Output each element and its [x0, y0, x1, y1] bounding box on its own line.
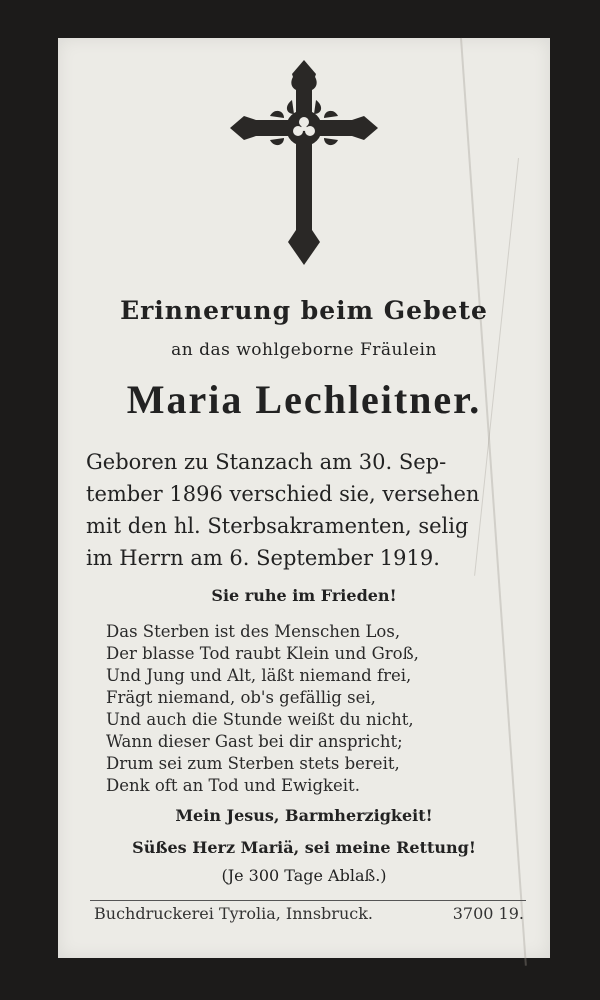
- poem-line: Frägt niemand, ob's gefällig sei,: [106, 688, 376, 707]
- poem-line: Das Sterben ist des Menschen Los,: [106, 622, 401, 641]
- bio-line: tember 1896 verschied sie, versehen: [86, 482, 480, 506]
- poem-line: Und Jung und Alt, läßt niemand frei,: [106, 666, 412, 685]
- print-number: 3700 19.: [452, 904, 524, 923]
- poem-line: Denk oft an Tod und Ewigkeit.: [106, 776, 360, 795]
- bio-line: im Herrn am 6. September 1919.: [86, 546, 440, 570]
- card-subheading: an das wohlgeborne Fräulein: [171, 340, 437, 360]
- poem-line: Und auch die Stunde weißt du nicht,: [106, 710, 414, 729]
- card-heading: Erinnerung beim Gebete: [120, 296, 488, 325]
- bio-line: Geboren zu Stanzach am 30. Sep-: [86, 450, 447, 474]
- bio-line: mit den hl. Sterbsakramenten, selig: [86, 514, 469, 538]
- prayer-mary: Süßes Herz Mariä, sei meine Rettung!: [132, 838, 476, 857]
- poem-line: Drum sei zum Sterben stets bereit,: [106, 754, 400, 773]
- indulgence-note: (Je 300 Tage Ablaß.): [221, 866, 387, 885]
- poem-line: Wann dieser Gast bei dir anspricht;: [106, 732, 403, 751]
- poem-line: Der blasse Tod raubt Klein und Groß,: [106, 644, 419, 663]
- prayer-jesus: Mein Jesus, Barmherzigkeit!: [175, 806, 433, 825]
- footer-divider: [90, 900, 526, 901]
- memorial-card: [58, 38, 550, 958]
- printer-name: Buchdruckerei Tyrolia, Innsbruck.: [94, 904, 373, 923]
- rest-in-peace: Sie ruhe im Frieden!: [211, 586, 397, 605]
- ornate-cross-icon: [230, 60, 378, 265]
- deceased-name: Maria Lechleitner.: [126, 377, 482, 422]
